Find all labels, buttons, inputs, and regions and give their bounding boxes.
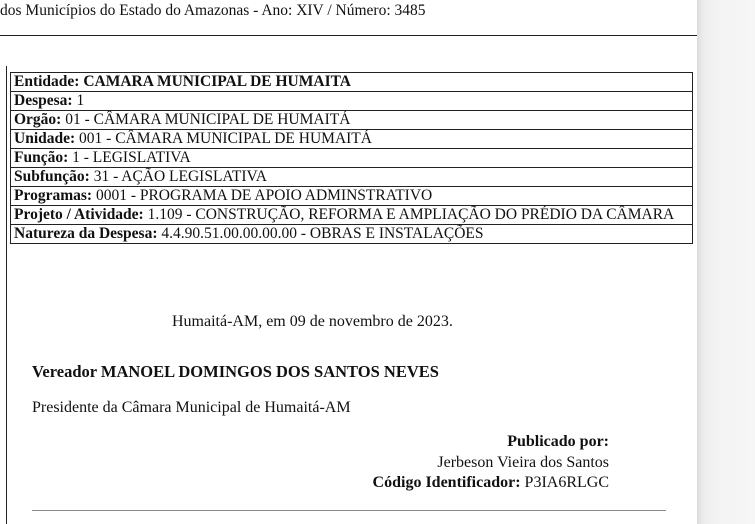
table-row [11, 206, 693, 225]
published-by-label: Publicado por: [507, 433, 609, 450]
table-row [11, 225, 693, 244]
row-orgao: Orgão: 01 - CÂMARA MUNICIPAL DE HUMAITÁ [11, 111, 693, 130]
table-row [11, 149, 693, 168]
row-unidade: Unidade: 001 - CÂMARA MUNICIPAL DE HUMAITÁ [11, 130, 693, 149]
row-natureza-despesa: Natureza da Despesa: 4.4.90.51.00.00.00.00 - OBRAS E INSTALAÇÕES [11, 225, 693, 244]
row-despesa: Despesa: 1 [11, 92, 693, 111]
date-line: Humaitá-AM, em 09 de novembro de 2023. [172, 313, 453, 330]
table-row [11, 73, 693, 92]
row-subfuncao: Subfunção: 31 - AÇÃO LEGISLATIVA [11, 168, 693, 187]
left-margin-rule [6, 66, 7, 524]
row-projeto-atividade: Projeto / Atividade: 1.109 - CONSTRUÇÃO, REFORMA E AMPLIAÇÃO DO PRÉDIO DA CÂMARA [11, 206, 693, 225]
table-row [11, 111, 693, 130]
row-entidade: Entidade: CAMARA MUNICIPAL DE HUMAITA [11, 73, 693, 92]
signer-role: Presidente da Câmara Municipal de Humaitá-AM [32, 399, 351, 416]
signer-name: Vereador MANOEL DOMINGOS DOS SANTOS NEVES [32, 362, 439, 381]
header-divider [0, 35, 697, 36]
publisher-name: Jerbeson Vieira dos Santos [437, 453, 609, 471]
page-edge-shadow [697, 0, 755, 524]
table-row [11, 168, 693, 187]
row-programas: Programas: 0001 - PROGRAMA DE APOIO ADMINSTRATIVO [11, 187, 693, 206]
identifier-code-label: Código Identificador: [372, 474, 521, 491]
identifier-code-value: P3IA6RLGC [520, 474, 609, 491]
table-row [11, 187, 693, 206]
identifier-code [373, 473, 609, 494]
table-row [11, 130, 693, 149]
row-funcao: Função: 1 - LEGISLATIVA [11, 149, 693, 168]
bottom-divider [32, 510, 666, 511]
budget-info-table [10, 72, 693, 244]
publication-block [373, 432, 609, 494]
table-row [11, 92, 693, 111]
page-header: dos Municípios do Estado do Amazonas - Ano: XIV / Número: 3485 [0, 2, 426, 19]
